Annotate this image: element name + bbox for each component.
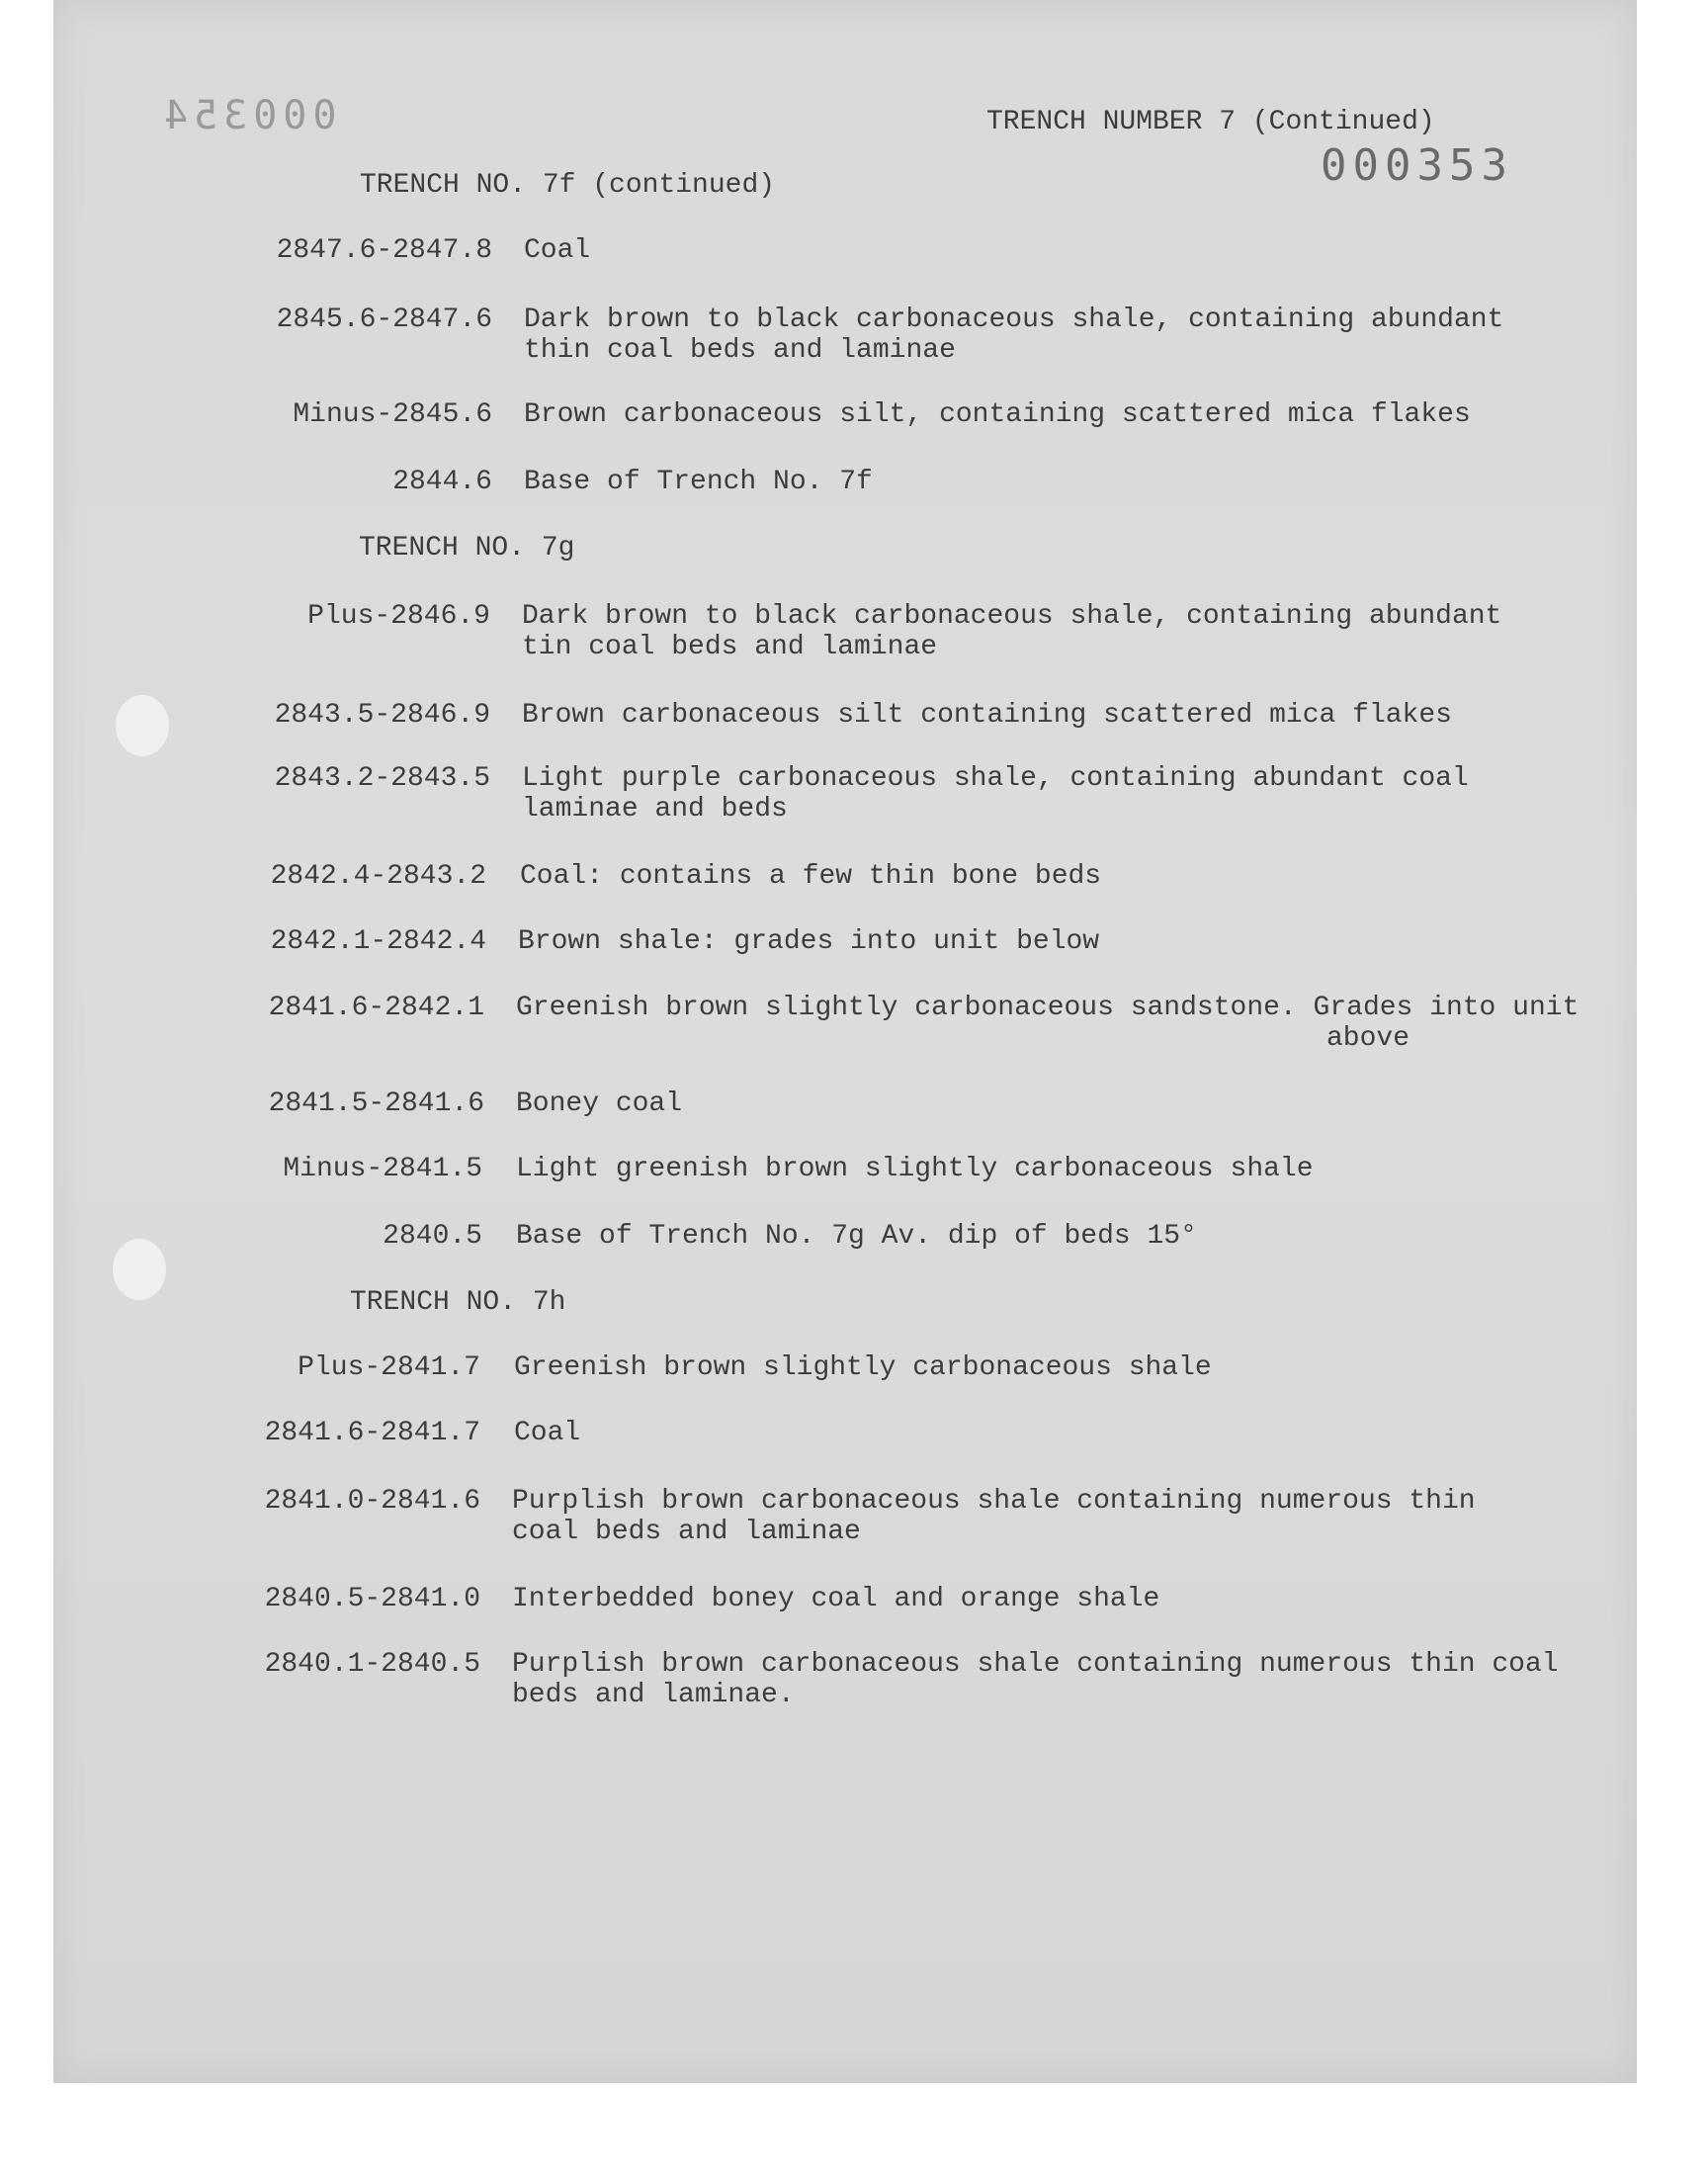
description-line: Interbedded boney coal and orange shale [512, 1584, 1160, 1614]
page-stamp-number: 000353 [1321, 140, 1513, 191]
description-line: Purplish brown carbonaceous shale containing numerous thin coal [512, 1649, 1559, 1680]
description-line: Brown carbonaceous silt containing scattered mica flakes [522, 700, 1452, 731]
description-line: Light greenish brown slightly carbonaceous shale [516, 1154, 1314, 1184]
depth-range: 2845.6-2847.6 [276, 304, 492, 335]
mirrored-stamp-number: 000354 [158, 93, 337, 138]
depth-range: 2841.6-2841.7 [264, 1418, 480, 1448]
page-header: TRENCH NUMBER 7 (Continued) [986, 107, 1435, 137]
depth-range: 2840.5 [383, 1221, 482, 1252]
entry-description [522, 700, 1452, 731]
depth-range: 2841.0-2841.6 [264, 1486, 480, 1517]
entry-description [520, 861, 1101, 892]
depth-range: 2842.1-2842.4 [270, 926, 486, 957]
description-line: Dark brown to black carbonaceous shale, containing abundant [522, 601, 1502, 632]
entry-description [524, 235, 590, 266]
entry-description [516, 1221, 1197, 1252]
depth-range: 2841.5-2841.6 [268, 1088, 484, 1119]
depth-range: 2843.5-2846.9 [274, 700, 490, 731]
punch-hole [116, 695, 169, 756]
description-line: Boney coal [516, 1088, 683, 1119]
description-line: Brown shale: grades into unit below [518, 926, 1100, 957]
entry-description [516, 1154, 1314, 1184]
depth-range: 2840.1-2840.5 [264, 1649, 480, 1680]
description-line: thin coal beds and laminae [524, 335, 956, 366]
depth-range: Plus-2846.9 [307, 601, 490, 632]
entry-description [524, 399, 1471, 430]
description-line: Light purple carbonaceous shale, containing abundant coal [522, 763, 1469, 794]
entry-description [516, 1088, 682, 1119]
description-line: Greenish brown slightly carbonaceous shale [514, 1352, 1212, 1383]
depth-range: 2842.4-2843.2 [270, 861, 486, 892]
depth-range: Minus-2845.6 [293, 399, 492, 430]
description-line: Base of Trench No. 7f [524, 467, 873, 497]
entry-description [512, 1649, 1559, 1710]
entry-description [522, 763, 1469, 825]
description-line: coal beds and laminae [512, 1517, 861, 1547]
entry-description [522, 601, 1501, 662]
depth-range: 2847.6-2847.8 [276, 235, 492, 266]
description-line: Dark brown to black carbonaceous shale, containing abundant [524, 304, 1504, 335]
section-heading-7h: TRENCH NO. 7h [350, 1287, 566, 1318]
description-line: Base of Trench No. 7g Av. dip of beds 15° [516, 1221, 1197, 1252]
description-line: Greenish brown slightly carbonaceous sandstone. Grades into unit [516, 993, 1580, 1023]
description-line: Coal: contains a few thin bone beds [520, 861, 1102, 892]
depth-range: 2843.2-2843.5 [274, 763, 490, 794]
punch-hole [113, 1239, 166, 1300]
entry-description [516, 993, 1579, 1054]
description-line: above [1326, 1023, 1410, 1054]
depth-range: 2841.6-2842.1 [268, 993, 484, 1023]
entry-description [524, 304, 1503, 366]
depth-range: Plus-2841.7 [298, 1352, 480, 1383]
entry-description [514, 1352, 1212, 1383]
description-line: beds and laminae. [512, 1680, 795, 1710]
description-line: tin coal beds and laminae [522, 632, 938, 662]
entry-description [512, 1486, 1476, 1547]
entry-description [512, 1584, 1159, 1614]
description-line: Coal [524, 235, 591, 266]
entry-description [518, 926, 1099, 957]
description-line: Purplish brown carbonaceous shale containing numerous thin [512, 1486, 1476, 1517]
entry-description [514, 1418, 580, 1448]
entry-description [524, 467, 873, 497]
depth-range: 2844.6 [392, 467, 492, 497]
description-line: laminae and beds [522, 794, 788, 825]
section-heading-7g: TRENCH NO. 7g [359, 533, 575, 564]
description-line: Brown carbonaceous silt, containing scattered mica flakes [524, 399, 1471, 430]
section-heading-7f: TRENCH NO. 7f (continued) [360, 170, 776, 201]
description-line: Coal [514, 1418, 581, 1448]
depth-range: 2840.5-2841.0 [264, 1584, 480, 1614]
depth-range: Minus-2841.5 [283, 1154, 482, 1184]
